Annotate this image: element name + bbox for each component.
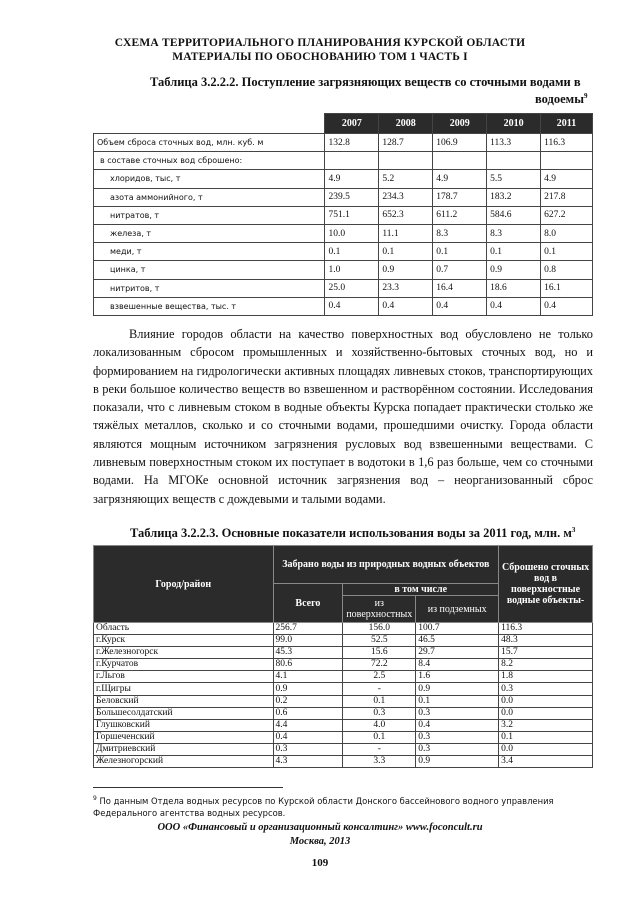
table-row <box>94 731 593 743</box>
value-cell: 0.9 <box>487 261 541 279</box>
table-row <box>94 206 593 224</box>
value-cell: 611.2 <box>433 206 487 224</box>
value-cell: 25.0 <box>325 279 379 297</box>
table-row <box>94 297 593 315</box>
value-cell <box>487 152 541 170</box>
city-name: г.Железногорск <box>94 647 274 659</box>
city-name: Область <box>94 623 274 635</box>
table-row <box>94 743 593 755</box>
underground-cell: 0.1 <box>416 695 499 707</box>
city-name: Дмитриевский <box>94 743 274 755</box>
city-name: г.Курчатов <box>94 659 274 671</box>
surface-cell: 15.6 <box>343 647 416 659</box>
city-name: Глушковский <box>94 719 274 731</box>
underground-cell: 0.9 <box>416 756 499 768</box>
year-header: 2008 <box>379 114 433 134</box>
table-row <box>94 188 593 206</box>
underground-cell: 100.7 <box>416 623 499 635</box>
row-label: меди, т <box>94 243 325 261</box>
value-cell: 0.1 <box>433 243 487 261</box>
table-row <box>94 659 593 671</box>
underground-cell: 0.3 <box>416 707 499 719</box>
underground-cell: 46.5 <box>416 635 499 647</box>
table-row <box>94 279 593 297</box>
value-cell: 8.0 <box>541 224 593 242</box>
footnote: $^9$ По данным Отдела водных ресурсов по Курской области Донского бассейнового водного управления Федерального агентства водных ресурсов. <box>93 795 554 818</box>
year-header: 2009 <box>433 114 487 134</box>
value-cell: 4.9 <box>325 170 379 188</box>
value-cell: 113.3 <box>487 134 541 152</box>
value-cell: 0.8 <box>541 261 593 279</box>
document-header-subtitle: МАТЕРИАЛЫ ПО ОБОСНОВАНИЮ ТОМ 1 ЧАСТЬ I <box>172 51 468 63</box>
value-cell: 132.8 <box>325 134 379 152</box>
city-name: Горшеченский <box>94 731 274 743</box>
value-cell: 652.3 <box>379 206 433 224</box>
surface-cell: - <box>343 683 416 695</box>
value-cell: 0.4 <box>433 297 487 315</box>
row-label: хлоридов, тыс, т <box>94 170 325 188</box>
city-name: Беловский <box>94 695 274 707</box>
value-cell: 0.4 <box>541 297 593 315</box>
table-row <box>94 261 593 279</box>
discharged-cell: 0.3 <box>499 683 593 695</box>
discharged-cell: 3.4 <box>499 756 593 768</box>
header-blank-cell <box>94 114 325 134</box>
value-cell: 4.9 <box>541 170 593 188</box>
header-taken: Забрано воды из природных водных объектов <box>273 546 499 584</box>
table-row <box>94 671 593 683</box>
year-header: 2010 <box>487 114 541 134</box>
row-label: нитратов, т <box>94 206 325 224</box>
value-cell: 0.7 <box>433 261 487 279</box>
value-cell: 183.2 <box>487 188 541 206</box>
city-name: Железногорский <box>94 756 274 768</box>
discharged-cell: 0.0 <box>499 707 593 719</box>
table-row <box>94 224 593 242</box>
value-cell: 18.6 <box>487 279 541 297</box>
value-cell: 116.3 <box>541 134 593 152</box>
row-label: железа, т <box>94 224 325 242</box>
total-cell: 0.4 <box>273 731 343 743</box>
header-total: Всего <box>273 584 343 623</box>
row-label: в составе сточных вод сброшено: <box>94 152 325 170</box>
value-cell: 4.9 <box>433 170 487 188</box>
value-cell: 178.7 <box>433 188 487 206</box>
underground-cell: 8.4 <box>416 659 499 671</box>
footnote-divider <box>93 787 283 788</box>
underground-cell: 1.6 <box>416 671 499 683</box>
value-cell: 128.7 <box>379 134 433 152</box>
table-row <box>94 134 593 152</box>
value-cell: 0.1 <box>541 243 593 261</box>
value-cell: 0.4 <box>379 297 433 315</box>
city-name: г.Щигры <box>94 683 274 695</box>
surface-cell: 156.0 <box>343 623 416 635</box>
value-cell <box>541 152 593 170</box>
value-cell: 584.6 <box>487 206 541 224</box>
value-cell: 106.9 <box>433 134 487 152</box>
discharged-cell: 0.1 <box>499 731 593 743</box>
value-cell: 0.9 <box>379 261 433 279</box>
surface-cell: 4.0 <box>343 719 416 731</box>
discharged-cell: 1.8 <box>499 671 593 683</box>
value-cell: 239.5 <box>325 188 379 206</box>
value-cell: 217.8 <box>541 188 593 206</box>
total-cell: 0.3 <box>273 743 343 755</box>
value-cell: 8.3 <box>433 224 487 242</box>
total-cell: 0.6 <box>273 707 343 719</box>
table-row <box>94 635 593 647</box>
footer-company: ООО «Финансовый и организационный консалтинг» www.foconcult.ru <box>157 822 483 833</box>
page-number: 109 <box>311 857 329 869</box>
total-cell: 80.6 <box>273 659 343 671</box>
discharged-cell: 116.3 <box>499 623 593 635</box>
table1-caption: Таблица 3.2.2.2. Поступление загрязняющих веществ со сточными водами в <box>150 75 581 89</box>
surface-cell: 0.1 <box>343 695 416 707</box>
discharged-cell: 0.0 <box>499 695 593 707</box>
pollutants-table <box>93 113 593 316</box>
value-cell: 751.1 <box>325 206 379 224</box>
total-cell: 256.7 <box>273 623 343 635</box>
value-cell <box>433 152 487 170</box>
header-discharged: Сброшено сточных вод в поверхностные водные объекты- <box>499 546 593 623</box>
surface-cell: 3.3 <box>343 756 416 768</box>
total-cell: 0.2 <box>273 695 343 707</box>
table-row <box>94 647 593 659</box>
underground-cell: 29.7 <box>416 647 499 659</box>
surface-cell: 0.1 <box>343 731 416 743</box>
value-cell: 5.2 <box>379 170 433 188</box>
table-row <box>94 695 593 707</box>
paragraph-text: Влияние городов области на качество поверхностных вод обусловлено не только локализованным сбросом промышленных и хозяйственно-бытовых сточных вод, но и формированием на гидрологически активных площадях ливневых стоков, транспортирующих в реки большое количество веществ во взвешенном и растворённом состоянии. Исследования показали, что с ливневым стоком в водные объекты Курска попадает практически столько же тяжёлых металлов, сколько и со сточными водами, прошедшими очистку. Города области являются мощным источником загрязнения русловых вод взвешенными веществами. С ливневым поверхностным стоком их поступает в водотоки в 1,6 раз больше, чем со сточными водами. На МГОКе основной источник загрязнения вод – неорганизованный сброс загрязняющих веществ с дождевыми и талыми водами. <box>93 327 593 506</box>
footer-city-year: Москва, 2013 <box>289 836 351 847</box>
value-cell: 11.1 <box>379 224 433 242</box>
surface-cell: - <box>343 743 416 755</box>
table-row <box>94 243 593 261</box>
table2-caption: Таблица 3.2.2.3. Основные показатели использования воды за 2011 год, млн. $м^3$ <box>130 526 576 541</box>
discharged-cell: 0.0 <box>499 743 593 755</box>
table-row <box>94 623 593 635</box>
underground-cell: 0.3 <box>416 743 499 755</box>
surface-cell: 52.5 <box>343 635 416 647</box>
surface-cell: 2.5 <box>343 671 416 683</box>
total-cell: 4.4 <box>273 719 343 731</box>
row-label: азота аммонийного, т <box>94 188 325 206</box>
value-cell <box>379 152 433 170</box>
row-label: нитритов, т <box>94 279 325 297</box>
value-cell: 0.1 <box>487 243 541 261</box>
underground-cell: 0.3 <box>416 731 499 743</box>
total-cell: 4.1 <box>273 671 343 683</box>
year-header: 2007 <box>325 114 379 134</box>
underground-cell: 0.9 <box>416 683 499 695</box>
year-header: 2011 <box>541 114 593 134</box>
row-label: цинка, т <box>94 261 325 279</box>
table-row <box>94 152 593 170</box>
value-cell: 0.1 <box>379 243 433 261</box>
total-cell: 45.3 <box>273 647 343 659</box>
table-row <box>94 707 593 719</box>
discharged-cell: 15.7 <box>499 647 593 659</box>
value-cell <box>325 152 379 170</box>
total-cell: 99.0 <box>273 635 343 647</box>
row-label: Объем сброса сточных вод, млн. куб. м <box>94 134 325 152</box>
header-underground: из подземных <box>416 596 499 623</box>
table-row <box>94 683 593 695</box>
discharged-cell: 3.2 <box>499 719 593 731</box>
table-header-row <box>94 114 593 134</box>
water-usage-table <box>93 545 593 768</box>
city-name: г.Льгов <box>94 671 274 683</box>
table-row <box>94 170 593 188</box>
document-header-title: СХЕМА ТЕРРИТОРИАЛЬНОГО ПЛАНИРОВАНИЯ КУРСКОЙ ОБЛАСТИ <box>114 37 526 49</box>
surface-cell: 0.3 <box>343 707 416 719</box>
value-cell: 0.4 <box>325 297 379 315</box>
table-row <box>94 719 593 731</box>
value-cell: 234.3 <box>379 188 433 206</box>
value-cell: 16.1 <box>541 279 593 297</box>
discharged-cell: 48.3 <box>499 635 593 647</box>
header-including: в том числе <box>343 584 499 596</box>
value-cell: 10.0 <box>325 224 379 242</box>
row-label: взвешенные вещества, тыс. т <box>94 297 325 315</box>
city-name: г.Курск <box>94 635 274 647</box>
table-row <box>94 756 593 768</box>
total-cell: 4.3 <box>273 756 343 768</box>
underground-cell: 0.4 <box>416 719 499 731</box>
value-cell: 0.1 <box>325 243 379 261</box>
total-cell: 0.9 <box>273 683 343 695</box>
table1-caption-end: водоемы$^9$ <box>535 92 588 107</box>
value-cell: 8.3 <box>487 224 541 242</box>
surface-cell: 72.2 <box>343 659 416 671</box>
body-paragraph <box>93 325 593 508</box>
discharged-cell: 8.2 <box>499 659 593 671</box>
value-cell: 16.4 <box>433 279 487 297</box>
value-cell: 5.5 <box>487 170 541 188</box>
city-name: Большесолдатский <box>94 707 274 719</box>
value-cell: 23.3 <box>379 279 433 297</box>
value-cell: 0.4 <box>487 297 541 315</box>
header-city: Город/район <box>94 546 274 623</box>
value-cell: 1.0 <box>325 261 379 279</box>
header-surface: из поверхностных <box>343 596 416 623</box>
value-cell: 627.2 <box>541 206 593 224</box>
